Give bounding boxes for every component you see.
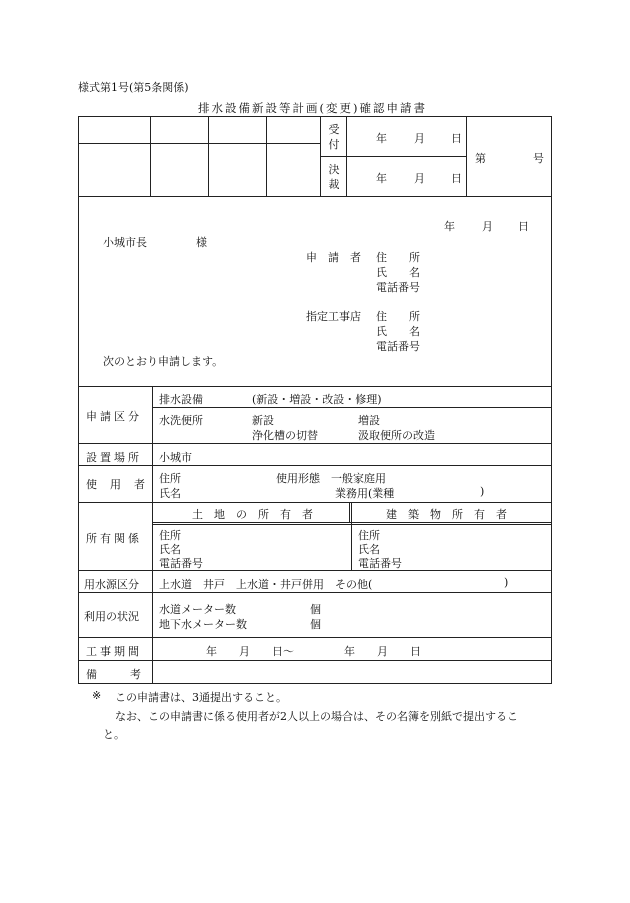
contractor-tel-label: 電話番号 — [376, 340, 420, 353]
installation-site-value: 小城市 — [159, 451, 192, 464]
option-addition: 増設 — [358, 414, 380, 427]
water-meter-unit: 個 — [310, 603, 321, 616]
owner-split-line — [349, 502, 350, 522]
label-column-line — [152, 386, 153, 684]
water-source-options: 上水道 井戸 上水道・井戸併用 その他( — [159, 578, 373, 591]
table-line — [78, 443, 552, 444]
user-address-label: 住所 — [159, 472, 181, 485]
water-source-close-paren: ) — [504, 576, 509, 589]
applicant-tel-label: 電話番号 — [376, 281, 420, 294]
receipt-day-2: 日 — [451, 172, 462, 185]
table-line — [78, 660, 552, 661]
receipt-month-2: 月 — [414, 172, 425, 185]
contractor-label: 指定工事店 — [306, 310, 361, 323]
addressee-honorific: 様 — [196, 236, 207, 249]
installation-site-label: 設置場所 — [86, 451, 142, 464]
building-owner-tel-label: 電話番号 — [358, 557, 402, 570]
building-owner-header: 建 築 物 所 有 者 — [386, 508, 507, 521]
uketsuke-label: 受付 — [328, 123, 340, 151]
usage-type-household: 使用形態 一般家庭用 — [276, 472, 386, 485]
body-year: 年 — [444, 220, 455, 233]
land-owner-name-label: 氏名 — [159, 543, 181, 556]
groundwater-meter-unit: 個 — [310, 618, 321, 631]
note-line-3: と。 — [103, 728, 125, 741]
header-grid-line — [266, 116, 267, 196]
header-grid-line — [320, 116, 321, 196]
form-number: 様式第1号(第5条関係) — [78, 81, 189, 94]
receipt-year-1: 年 — [376, 132, 387, 145]
application-statement: 次のとおり申請します。 — [103, 355, 224, 368]
contractor-name-label: 氏 名 — [376, 325, 420, 338]
table-line — [78, 637, 552, 638]
receipt-go: 号 — [533, 152, 544, 165]
header-grid-line — [150, 116, 151, 196]
applicant-name-label: 氏 名 — [376, 266, 420, 279]
note-line-1: この申請書は、3通提出すること。 — [115, 691, 287, 704]
body-month: 月 — [482, 220, 493, 233]
contractor-address-label: 住 所 — [376, 310, 420, 323]
header-grid-line — [78, 143, 320, 144]
header-grid-line — [466, 116, 467, 196]
document-title: 排水設備新設等計画(変更)確認申請書 — [198, 101, 427, 115]
header-bottom-line — [78, 196, 552, 197]
table-line — [152, 522, 552, 525]
construction-period-from: 年 月 日〜 — [206, 645, 294, 658]
applicant-address-label: 住 所 — [376, 251, 420, 264]
water-meter-count-label: 水道メーター数 — [159, 603, 236, 616]
option-pit-toilet-conversion: 汲取便所の改造 — [358, 429, 435, 442]
option-new: 新設 — [252, 414, 274, 427]
land-owner-address-label: 住所 — [159, 529, 181, 542]
owner-split-line — [351, 502, 352, 570]
kessai-label: 決裁 — [328, 163, 340, 191]
groundwater-meter-count-label: 地下水メーター数 — [159, 618, 247, 631]
usage-status-label: 利用の状況 — [84, 610, 139, 623]
flush-toilet-label: 水洗便所 — [159, 414, 203, 427]
ownership-label: 所有関係 — [86, 532, 142, 545]
option-septic-switch: 浄化槽の切替 — [252, 429, 318, 442]
drainage-facility-label: 排水設備 — [159, 393, 203, 406]
table-line — [78, 386, 552, 387]
table-line — [152, 407, 552, 408]
note-mark: ※ — [92, 689, 102, 702]
receipt-day-1: 日 — [451, 132, 462, 145]
usage-type-business: 業務用(業種 — [335, 487, 395, 500]
applicant-label: 申 請 者 — [306, 251, 361, 264]
table-line — [78, 592, 552, 593]
land-owner-tel-label: 電話番号 — [159, 557, 203, 570]
drainage-options: (新設・増設・改設・修理) — [252, 393, 382, 406]
header-grid-line — [320, 156, 466, 157]
land-owner-header: 土 地 の 所 有 者 — [192, 508, 313, 521]
addressee: 小城市長 — [103, 236, 147, 249]
header-grid-line — [346, 116, 347, 196]
application-type-label: 申請区分 — [86, 410, 142, 423]
user-name-label: 氏名 — [159, 487, 181, 500]
table-line — [78, 502, 552, 503]
body-day: 日 — [518, 220, 529, 233]
receipt-dai: 第 — [475, 152, 486, 165]
remarks-label: 備 考 — [86, 668, 141, 681]
building-owner-address-label: 住所 — [358, 529, 380, 542]
receipt-month-1: 月 — [414, 132, 425, 145]
table-line — [78, 465, 552, 466]
water-source-label: 用水源区分 — [84, 578, 139, 591]
building-owner-name-label: 氏名 — [358, 543, 380, 556]
header-grid-line — [208, 116, 209, 196]
construction-period-to: 年 月 日 — [344, 645, 421, 658]
receipt-year-2: 年 — [376, 172, 387, 185]
construction-period-label: 工事期間 — [86, 645, 142, 658]
note-line-2: なお、この申請書に係る使用者が2人以上の場合は、その名簿を別紙で提出するこ — [115, 710, 518, 723]
business-close-paren: ) — [480, 485, 485, 498]
table-line — [78, 570, 552, 571]
user-label: 使用者 — [86, 478, 158, 491]
